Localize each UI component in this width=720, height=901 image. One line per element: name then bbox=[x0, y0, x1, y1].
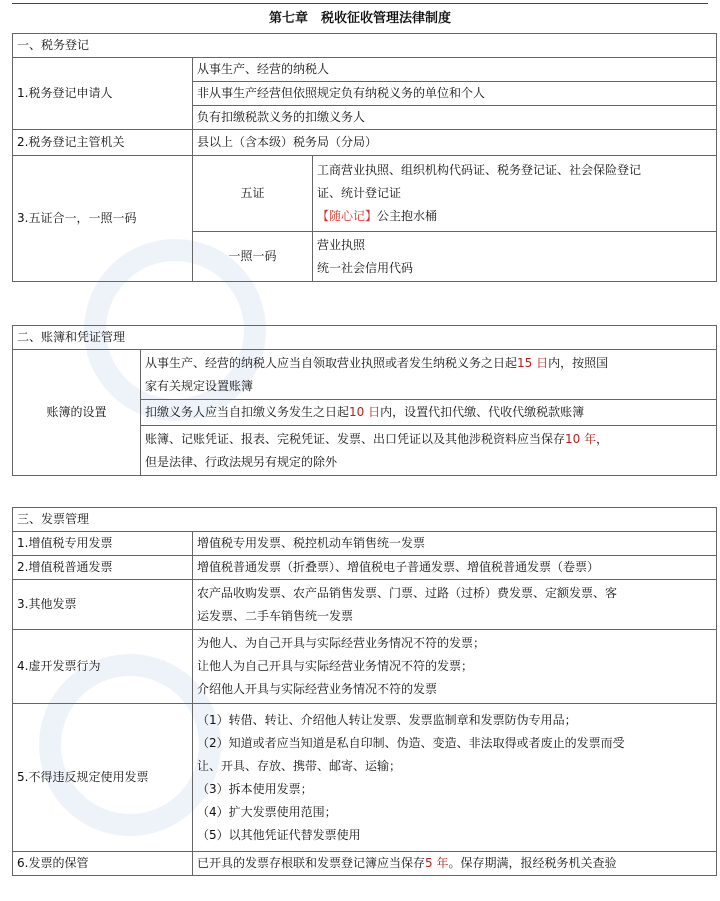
row-label: 1.增值税专用发票 bbox=[13, 532, 193, 556]
wuzheng-label: 五证 bbox=[193, 156, 313, 232]
text: 已开具的发票存根联和发票登记簿应当保存 bbox=[197, 856, 426, 870]
section-header: 三、发票管理 bbox=[13, 508, 717, 532]
cell: 增值税专用发票、税控机动车销售统一发票 bbox=[193, 532, 717, 556]
cell: 增值税普通发票（折叠票）、增值税电子普通发票、增值税普通发票（卷票） bbox=[193, 556, 717, 580]
text-line bbox=[145, 428, 712, 451]
text-line bbox=[145, 352, 712, 375]
deadline-number: 10 日 bbox=[349, 405, 381, 419]
cell: 负有扣缴税款义务的扣缴义务人 bbox=[193, 106, 717, 130]
cell bbox=[141, 350, 717, 400]
invoice-management-table bbox=[12, 507, 717, 876]
row-label: 2.税务登记主管机关 bbox=[13, 130, 193, 156]
account-book-table bbox=[12, 325, 717, 476]
text-line: （1）转借、转让、介绍他人转让发票、发票监制章和发票防伪专用品； bbox=[197, 712, 577, 727]
text: 内，设置代扣代缴、代收代缴税款账簿 bbox=[380, 405, 585, 419]
section-header: 二、账簿和凭证管理 bbox=[13, 326, 717, 350]
memo-text: 公主抱水桶 bbox=[377, 209, 438, 223]
text: 。保存期满，报经税务机关查验 bbox=[448, 856, 617, 870]
row-label: 6.发票的保管 bbox=[13, 852, 193, 876]
row-label: 3.其他发票 bbox=[13, 580, 193, 630]
text-line: 但是法律、行政法规另有规定的除外 bbox=[145, 454, 338, 469]
retention-number: 5 年 bbox=[425, 856, 449, 870]
text-line: 工商营业执照、组织机构代码证、税务登记证、社会保险登记 bbox=[317, 163, 642, 177]
cell bbox=[193, 704, 717, 852]
text-line: 为他人、为自己开具与实际经营业务情况不符的发票； bbox=[197, 636, 486, 650]
text-line: （2）知道或者应当知道是私自印制、伪造、变造、非法取得或者废止的发票而受 bbox=[197, 735, 625, 750]
text: 账簿、记账凭证、报表、完税凭证、发票、出口凭证以及其他涉税资料应当保存 bbox=[145, 431, 566, 446]
text-line: 家有关规定设置账簿 bbox=[145, 378, 254, 393]
text: 内，按照国 bbox=[548, 355, 609, 370]
text: ， bbox=[596, 431, 609, 446]
cell bbox=[141, 400, 717, 426]
retention-number: 10 年 bbox=[565, 431, 597, 446]
tax-registration-table bbox=[12, 33, 717, 282]
chapter-title: 第七章 税收征收管理法律制度 bbox=[268, 11, 451, 26]
row-label: 1.税务登记申请人 bbox=[13, 58, 193, 130]
cell: 从事生产、经营的纳税人 bbox=[193, 58, 717, 82]
row-label: 3.五证合一，一照一码 bbox=[13, 156, 193, 282]
row-label: 2.增值税普通发票 bbox=[13, 556, 193, 580]
text: 扣缴义务人应当自扣缴义务发生之日起 bbox=[145, 405, 350, 419]
row-label: 5.不得违反规定使用发票 bbox=[13, 704, 193, 852]
text-line: 营业执照 bbox=[317, 237, 366, 252]
row-label: 4.虚开发票行为 bbox=[13, 630, 193, 704]
deadline-number: 15 日 bbox=[517, 355, 549, 370]
text-line: （5）以其他凭证代替发票使用 bbox=[197, 827, 361, 842]
text: 从事生产、经营的纳税人应当自领取营业执照或者发生纳税义务之日起 bbox=[145, 355, 518, 370]
text-line: 农产品收购发票、农产品销售发票、门票、过路（过桥）费发票、定额发票、客 bbox=[197, 585, 618, 600]
text-line: 让、开具、存放、携带、邮寄、运输； bbox=[197, 758, 402, 773]
text-line: （3）拆本使用发票； bbox=[197, 781, 313, 796]
section-header: 一、税务登记 bbox=[13, 34, 717, 58]
text-line: 统一社会信用代码 bbox=[317, 260, 414, 275]
yizhao-label: 一照一码 bbox=[193, 232, 313, 282]
wuzheng-cell bbox=[313, 156, 717, 232]
text-line: 让他人为自己开具与实际经营业务情况不符的发票； bbox=[197, 659, 474, 673]
cell bbox=[141, 426, 717, 476]
memo-line bbox=[317, 205, 712, 228]
top-rule bbox=[12, 3, 708, 4]
yizhao-cell bbox=[313, 232, 717, 282]
cell bbox=[193, 580, 717, 630]
cell: 非从事生产经营但依照规定负有纳税义务的单位和个人 bbox=[193, 82, 717, 106]
cell: 县以上（含本级）税务局（分局） bbox=[193, 130, 717, 156]
text-line: 证、统计登记证 bbox=[317, 186, 402, 200]
text-line: （4）扩大发票使用范围； bbox=[197, 804, 337, 819]
text-line: 介绍他人开具与实际经营业务情况不符的发票 bbox=[197, 682, 438, 696]
row-label: 账簿的设置 bbox=[13, 350, 141, 476]
text-line: 运发票、二手车销售统一发票 bbox=[197, 608, 354, 623]
cell bbox=[193, 852, 717, 876]
cell bbox=[193, 630, 717, 704]
memo-tag: 【随心记】 bbox=[317, 209, 378, 223]
